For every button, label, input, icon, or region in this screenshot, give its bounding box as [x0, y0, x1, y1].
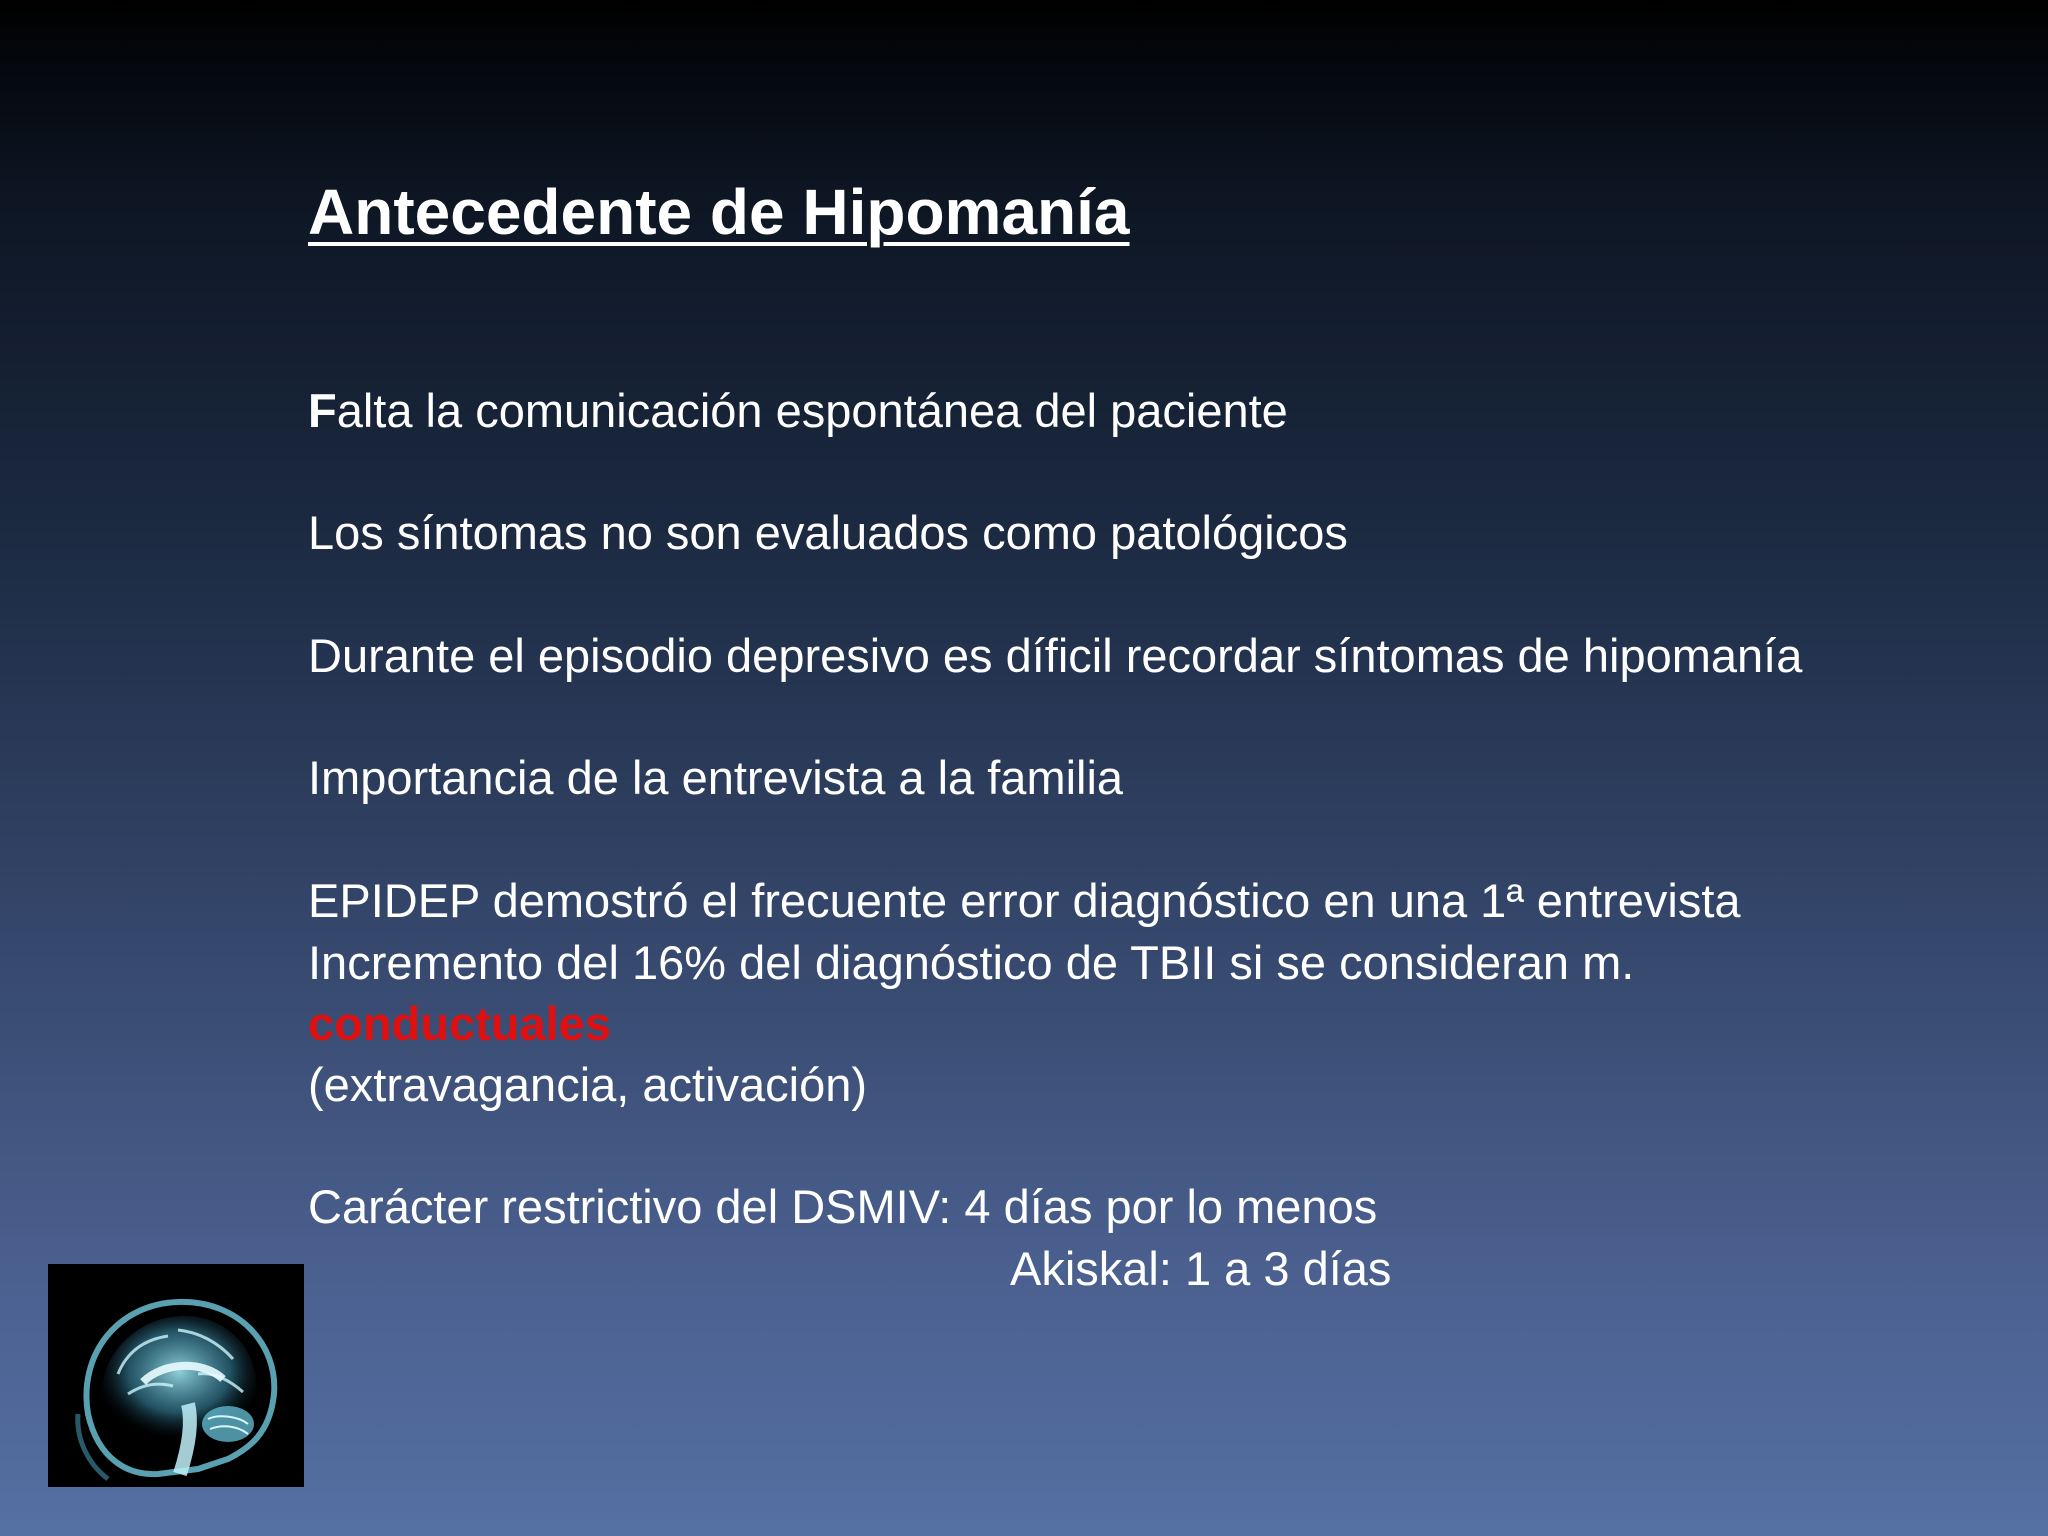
bullet-rest-text: alta la comunicación espontánea del paciente — [336, 384, 1288, 437]
bullet-entrevista-familia: Importancia de la entrevista a la familia — [308, 751, 1124, 804]
bullet-episodio-depresivo: Durante el episodio depresivo es díficil recordar síntomas de hipomanía — [308, 629, 1803, 682]
slide-title: Antecedente de Hipomanía — [308, 176, 1130, 248]
bullet-epidep: EPIDEP demostró el frecuente error diagnóstico en una 1ª entrevista — [308, 874, 1741, 927]
bullet-caracter-restrictivo: Carácter restrictivo del DSMIV: 4 días por lo menos — [308, 1180, 1378, 1233]
bullet-extravagancia: (extravagancia, activación) — [308, 1058, 868, 1111]
highlight-conductuales: conductuales — [308, 997, 611, 1050]
brain-mri-image — [48, 1264, 304, 1487]
bullet-sintomas-no-evaluados: Los síntomas no son evaluados como patológicos — [308, 506, 1348, 559]
bullet-falta-comunicacion — [308, 380, 1288, 442]
brain-mri-sagittal-image-icon — [48, 1264, 304, 1487]
bullet-initial-letter: F — [308, 384, 337, 437]
bullet-incremento-tbii: Incremento del 16% del diagnóstico de TBII si se consideran m. — [308, 936, 1635, 989]
bullet-akiskal: Akiskal: 1 a 3 días — [1010, 1242, 1392, 1295]
